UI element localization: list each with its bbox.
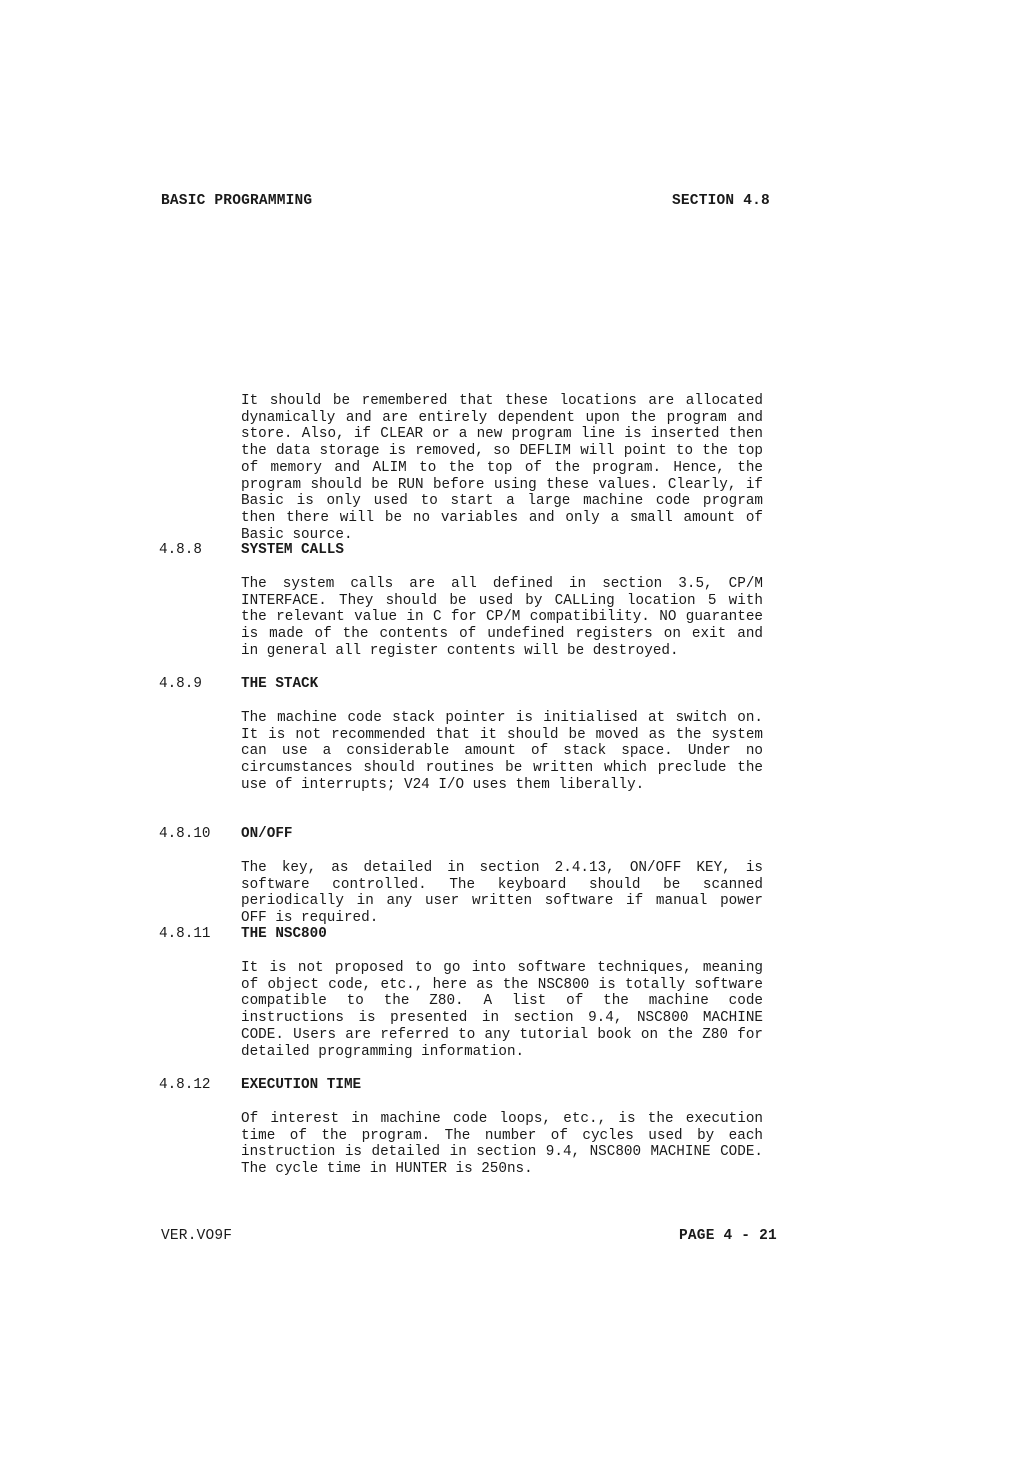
section-number: 4.8.8 (159, 542, 202, 558)
section-paragraph: Of interest in machine code loops, etc., is the execution time of the program. The number of cycles used by each instruction is detailed in section 9.4, NSC800 MACHINE CODE. The cycle time in HUNTER is 250ns. (241, 1111, 763, 1178)
running-header-section: SECTION 4.8 (672, 193, 770, 209)
section-paragraph: The system calls are all defined in section 3.5, CP/M INTERFACE. They should be used by CALLing location 5 with the relevant value in C for CP/M compatibility. NO guarantee is made of the contents of undefined registers on exit and in general all register contents will be destroyed. (241, 576, 763, 659)
section-paragraph: It is not proposed to go into software techniques, meaning of object code, etc., here as the NSC800 is totally software compatible to the Z80. A list of the machine code instructions is presented in section 9.4, NSC800 MACHINE CODE. Users are referred to any tutorial book on the Z80 for detailed programming information. (241, 960, 763, 1060)
section-number: 4.8.10 (159, 826, 211, 842)
section-number: 4.8.9 (159, 676, 202, 692)
section-paragraph: The machine code stack pointer is initialised at switch on. It is not recommended that it should be moved as the system can use a considerable amount of stack space. Under no circumstances should routines be written which preclude the use of interrupts; V24 I/O uses them liberally. (241, 710, 763, 793)
version-label: VER.VO9F (161, 1228, 233, 1244)
section-title: EXECUTION TIME (241, 1077, 362, 1093)
section-title: SYSTEM CALLS (241, 542, 344, 558)
section-number: 4.8.11 (159, 926, 211, 942)
intro-paragraph: It should be remembered that these locations are allocated dynamically and are entirely dependent upon the program and store. Also, if CLEAR or a new program line is inserted then the data storage is removed, so DEFLIM will point to the top of memory and ALIM to the top of the program. Hence, the program should be RUN before using these values. Clearly, if Basic is only used to start a large machine code program then there will be no variables and only a small amount of Basic source. (241, 393, 763, 543)
running-header-title: BASIC PROGRAMMING (161, 193, 313, 209)
section-paragraph: The key, as detailed in section 2.4.13, ON/OFF KEY, is software controlled. The keyboard should be scanned periodically in any user written software if manual power OFF is required. (241, 860, 763, 927)
section-number: 4.8.12 (159, 1077, 211, 1093)
section-title: THE NSC800 (241, 926, 327, 942)
page-number: PAGE 4 - 21 (679, 1228, 777, 1244)
section-title: ON/OFF (241, 826, 293, 842)
section-title: THE STACK (241, 676, 319, 692)
